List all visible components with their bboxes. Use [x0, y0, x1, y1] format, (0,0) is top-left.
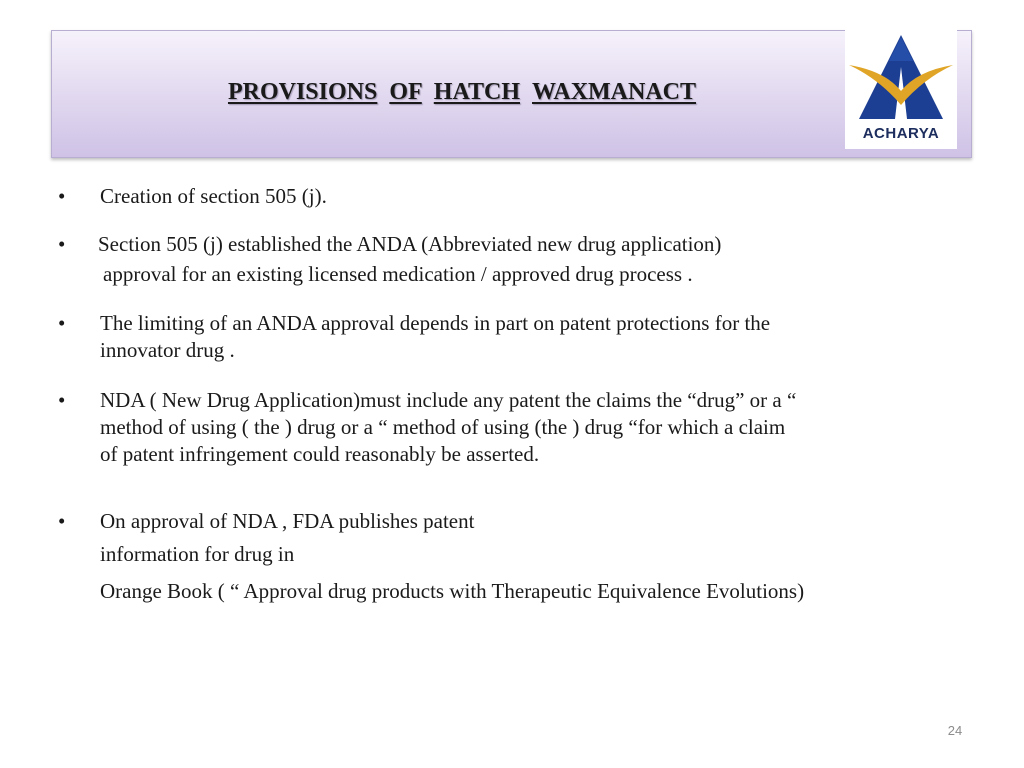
bullet-line: Creation of section 505 (j).: [100, 184, 327, 208]
title-word: HATCH: [433, 79, 521, 105]
bullet-line: The limiting of an ANDA approval depends in part on patent protections for the: [100, 311, 771, 335]
bullet-line: Section 505 (j) established the ANDA (Abbreviated new drug application): [98, 232, 722, 256]
bullet-text: [100, 183, 970, 210]
bullet-icon: •: [58, 184, 66, 208]
bullet-text: [98, 231, 968, 288]
acharya-logo: [845, 27, 957, 149]
title-word: OF: [389, 79, 422, 105]
bullet-line: On approval of NDA , FDA publishes patent: [100, 509, 475, 533]
bullet-line: of patent infringement could reasonably be asserted.: [100, 442, 540, 466]
bullet-icon: •: [58, 388, 66, 412]
bullet-icon: •: [58, 509, 66, 533]
bullet-line: innovator drug .: [100, 338, 235, 362]
bullet-line: information for drug in: [100, 542, 295, 566]
logo-text: ACHARYA: [862, 125, 940, 142]
bullet-icon: •: [58, 311, 66, 335]
bullet-line: approval for an existing licensed medication / approved drug process .: [103, 262, 693, 286]
bullet-text: [100, 387, 970, 468]
title-word: PROVISIONS: [227, 79, 378, 105]
bullet-line: Orange Book ( “ Approval drug products with Therapeutic Equivalence Evolutions): [100, 579, 805, 603]
title-word: WAXMANACT: [532, 79, 697, 105]
bullet-text: [100, 505, 970, 608]
page-number: 24: [947, 723, 963, 738]
title-banner: [51, 30, 972, 158]
bullet-text: [100, 310, 970, 364]
bullet-line: NDA ( New Drug Application)must include any patent the claims the “drug” or a “: [100, 388, 797, 412]
bullet-icon: •: [58, 232, 66, 256]
slide-title: [52, 79, 872, 106]
bullet-line: method of using ( the ) drug or a “ method of using (the ) drug “for which a claim: [100, 415, 786, 439]
logo-emblem-icon: [845, 27, 957, 127]
